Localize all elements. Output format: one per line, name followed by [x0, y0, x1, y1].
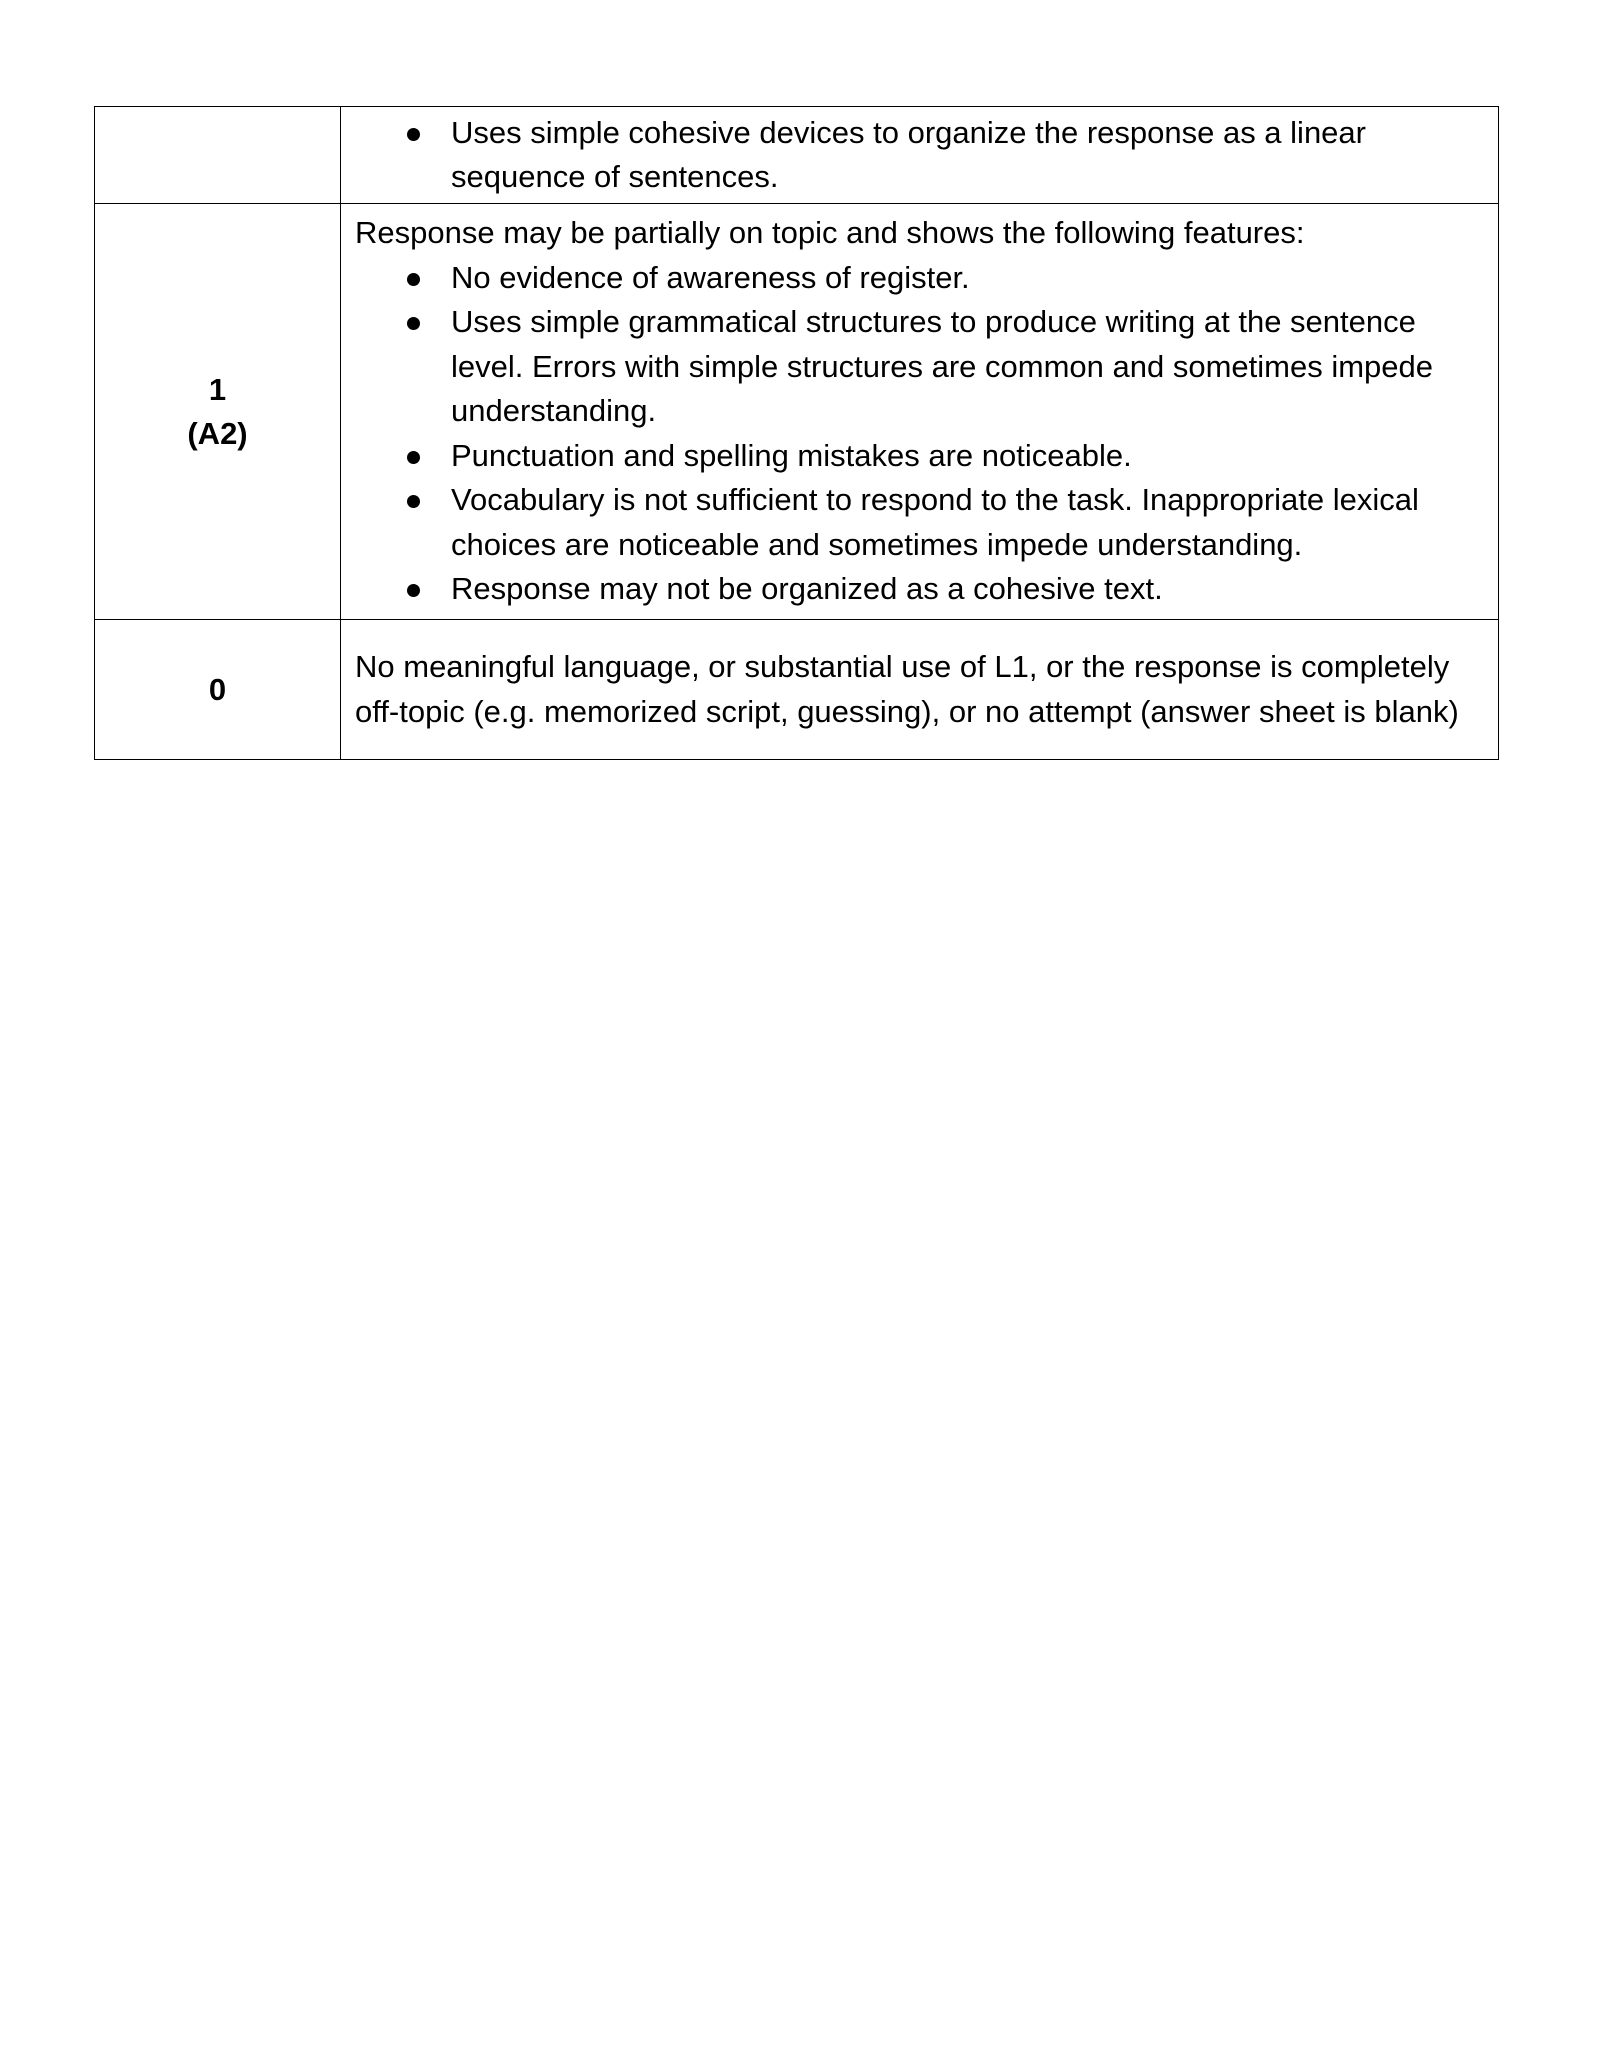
descriptor-intro: No meaningful language, or substantial use of L1, or the response is completely off-topic (e.g. memorized script, guessing), or no attempt (answer sheet is blank) — [355, 649, 1459, 729]
score-value: 0 — [208, 671, 227, 707]
rubric-row-continuation — [95, 107, 1499, 204]
descriptor-bullet-list — [355, 111, 1484, 200]
score-cell — [95, 204, 341, 620]
descriptor-cell — [341, 204, 1499, 620]
descriptor-bullet: Punctuation and spelling mistakes are noticeable. — [355, 434, 1484, 479]
descriptor-bullet: Uses simple cohesive devices to organize the response as a linear sequence of sentences. — [355, 111, 1484, 200]
score-cell — [95, 620, 341, 760]
descriptor-bullet-list — [355, 256, 1484, 612]
score-cell — [95, 107, 341, 204]
score-value: 1 — [208, 371, 227, 407]
cefr-level: (A2) — [187, 415, 248, 451]
descriptor-cell — [341, 620, 1499, 760]
rubric-row-score-1 — [95, 204, 1499, 620]
descriptor-bullet: Uses simple grammatical structures to produce writing at the sentence level. Errors with simple structures are common and sometimes impede understanding. — [355, 300, 1484, 434]
descriptor-bullet: No evidence of awareness of register. — [355, 256, 1484, 301]
descriptor-intro: Response may be partially on topic and shows the following features: — [355, 215, 1305, 251]
descriptor-cell — [341, 107, 1499, 204]
rubric-row-score-0 — [95, 620, 1499, 760]
descriptor-bullet: Response may not be organized as a cohesive text. — [355, 567, 1484, 612]
descriptor-bullet: Vocabulary is not sufficient to respond to the task. Inappropriate lexical choices are noticeable and sometimes impede understanding. — [355, 478, 1484, 567]
rubric-table — [94, 106, 1499, 760]
